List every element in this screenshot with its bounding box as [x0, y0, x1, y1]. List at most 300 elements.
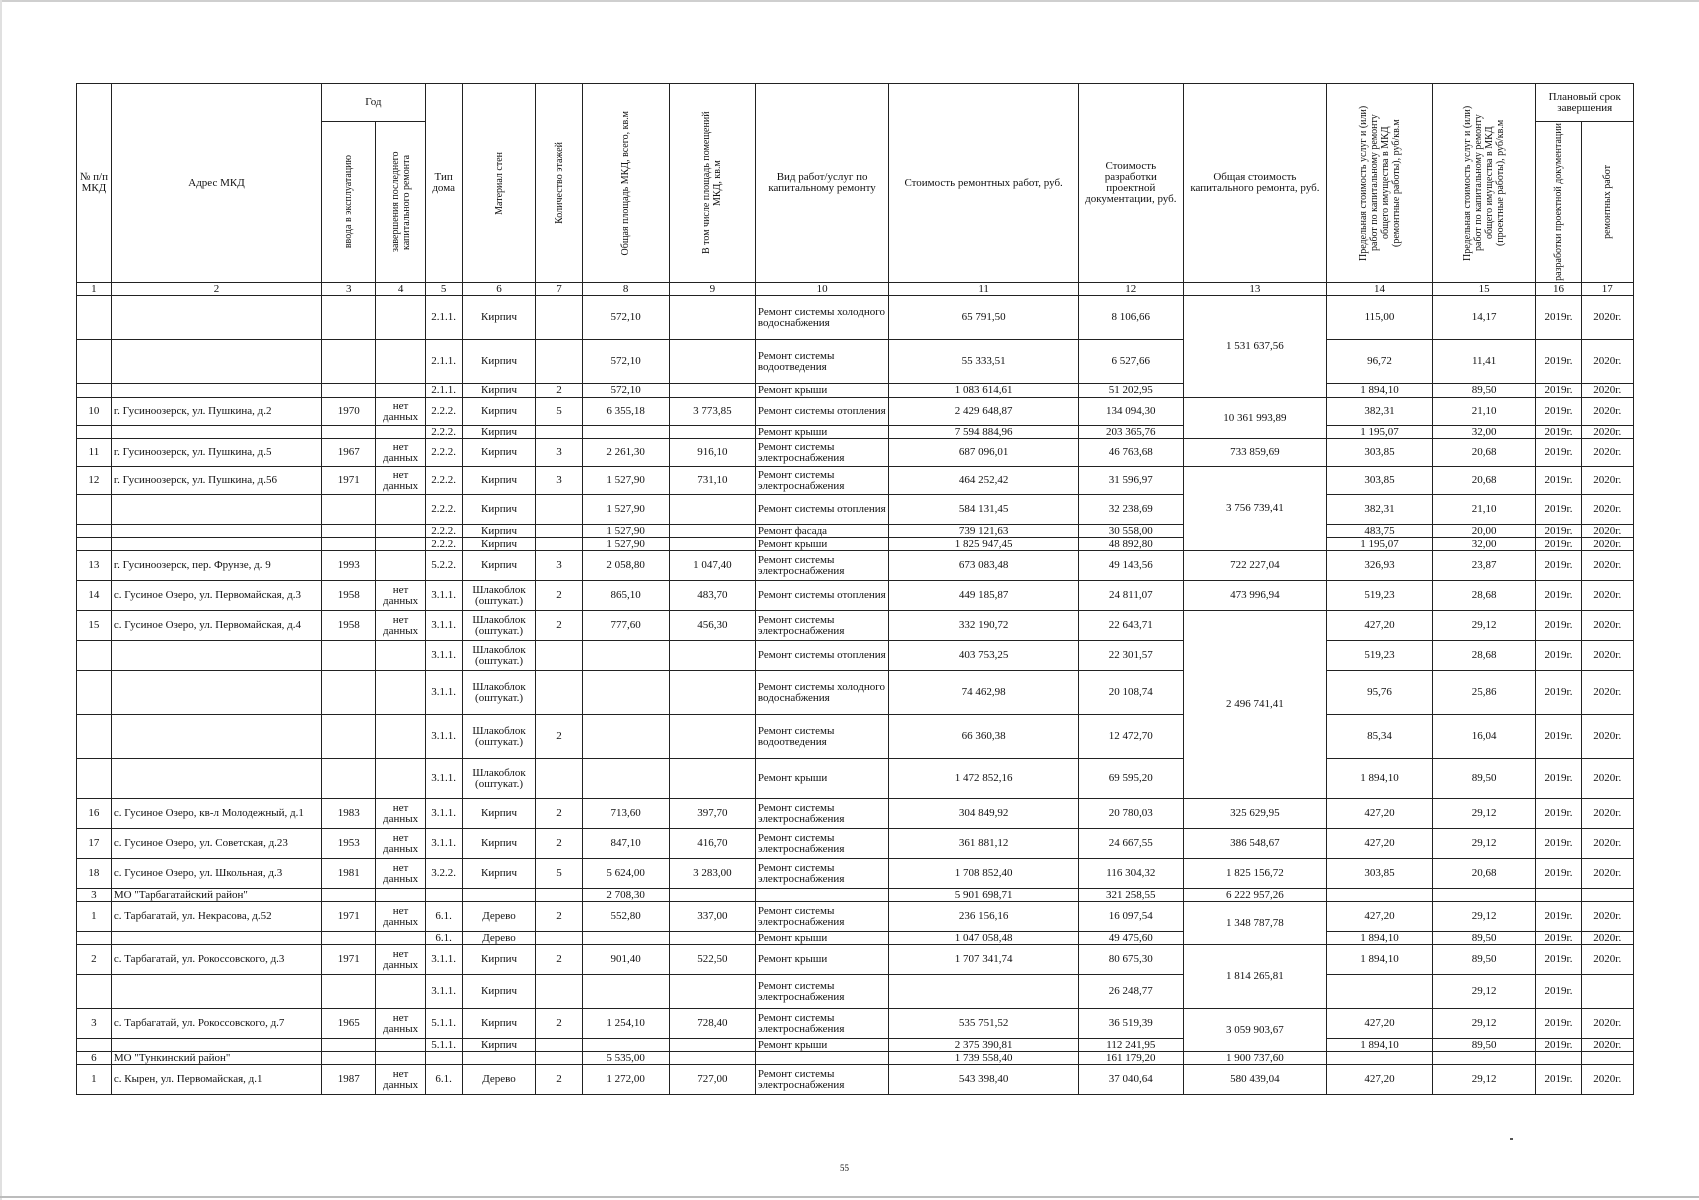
table-row [77, 611, 1634, 641]
cell-total-area: 1 527,90 [582, 538, 669, 551]
cell-premises-area [669, 340, 755, 384]
cell-work-type: Ремонт системы электроснабжения [755, 439, 888, 467]
cell-year-commission [322, 975, 376, 1009]
cell-limit-repair: 427,20 [1327, 799, 1433, 829]
cell-premises-area: 456,30 [669, 611, 755, 641]
cell-n [77, 495, 112, 525]
header-deadline-repair: ремонтных работ [1601, 165, 1613, 239]
cell-floors [536, 975, 582, 1009]
cell-year-last-repair [376, 384, 425, 398]
cell-house-type: 6.1. [425, 902, 462, 932]
cell-wall-material: Кирпич [462, 829, 536, 859]
cell-address [111, 340, 321, 384]
cell-year-commission [322, 671, 376, 715]
cell-limit-repair: 1 195,07 [1327, 426, 1433, 439]
cell-deadline-design: 2019г. [1536, 641, 1581, 671]
column-index: 5 [425, 283, 462, 296]
cell-n: 2 [77, 945, 112, 975]
header-total-area: Общая площадь МКД, всего, кв.м [620, 110, 632, 256]
cell-repair-cost: 2 375 390,81 [889, 1039, 1079, 1052]
cell-design-cost: 12 472,70 [1079, 715, 1184, 759]
cell-total-area: 5 624,00 [582, 859, 669, 889]
cell-repair-cost: 739 121,63 [889, 525, 1079, 538]
cell-total-area: 713,60 [582, 799, 669, 829]
cell-design-cost: 69 595,20 [1079, 759, 1184, 799]
cell-deadline-repair: 2020г. [1581, 384, 1633, 398]
cell-house-type: 3.1.1. [425, 671, 462, 715]
cell-deadline-design: 2019г. [1536, 975, 1581, 1009]
table-row [77, 975, 1634, 1009]
cell-n [77, 525, 112, 538]
cell-floors [536, 641, 582, 671]
cell-year-last-repair [376, 551, 425, 581]
cell-wall-material: Кирпич [462, 296, 536, 340]
cell-floors: 3 [536, 467, 582, 495]
cell-floors: 2 [536, 384, 582, 398]
cell-n: 12 [77, 467, 112, 495]
header-wall-material: Материал стен [493, 151, 505, 215]
cell-design-cost: 37 040,64 [1079, 1065, 1184, 1095]
cell-year-commission [322, 426, 376, 439]
cell-repair-cost: 65 791,50 [889, 296, 1079, 340]
cell-premises-area [669, 384, 755, 398]
cell-address [111, 932, 321, 945]
cell-total-cost: 1 348 787,78 [1183, 902, 1327, 945]
empty-cell [669, 1052, 755, 1065]
cell-wall-material: Кирпич [462, 384, 536, 398]
cell-wall-material: Шлакоблок (оштукат.) [462, 715, 536, 759]
cell-limit-design: 20,68 [1432, 859, 1536, 889]
cell-design-cost: 321 258,55 [1079, 889, 1184, 902]
cell-repair-cost: 1 047 058,48 [889, 932, 1079, 945]
cell-house-type: 2.1.1. [425, 296, 462, 340]
cell-total-area: 777,60 [582, 611, 669, 641]
cell-year-last-repair [376, 715, 425, 759]
cell-premises-area: 483,70 [669, 581, 755, 611]
cell-deadline-repair: 2020г. [1581, 829, 1633, 859]
cell-design-cost: 112 241,95 [1079, 1039, 1184, 1052]
cell-house-type: 2.2.2. [425, 426, 462, 439]
cell-year-commission [322, 759, 376, 799]
cell-deadline-repair: 2020г. [1581, 799, 1633, 829]
cell-wall-material: Кирпич [462, 538, 536, 551]
cell-premises-area [669, 975, 755, 1009]
cell-year-commission [322, 525, 376, 538]
cell-design-cost: 36 519,39 [1079, 1009, 1184, 1039]
cell-repair-cost: 55 333,51 [889, 340, 1079, 384]
cell-limit-repair: 1 894,10 [1327, 932, 1433, 945]
cell-wall-material: Кирпич [462, 1039, 536, 1052]
cell-floors: 2 [536, 1065, 582, 1095]
cell-deadline-design: 2019г. [1536, 426, 1581, 439]
cell-work-type: Ремонт системы отопления [755, 641, 888, 671]
cell-deadline-design: 2019г. [1536, 759, 1581, 799]
cell-year-commission: 1983 [322, 799, 376, 829]
cell-address: г. Гусиноозерск, ул. Пушкина, д.56 [111, 467, 321, 495]
cell-limit-design: 32,00 [1432, 426, 1536, 439]
cell-deadline-design: 2019г. [1536, 467, 1581, 495]
cell-limit-repair: 427,20 [1327, 611, 1433, 641]
cell-total-cost: 3 059 903,67 [1183, 1009, 1327, 1052]
cell-limit-repair: 427,20 [1327, 829, 1433, 859]
table-row [77, 945, 1634, 975]
cell-deadline-design: 2019г. [1536, 296, 1581, 340]
cell-design-cost: 22 643,71 [1079, 611, 1184, 641]
cell-total-cost: 722 227,04 [1183, 551, 1327, 581]
cell-design-cost: 116 304,32 [1079, 859, 1184, 889]
cell-floors [536, 426, 582, 439]
cell-premises-area: 397,70 [669, 799, 755, 829]
cell-deadline-repair: 2020г. [1581, 932, 1633, 945]
table-row [77, 426, 1634, 439]
empty-cell [322, 889, 376, 902]
column-index: 10 [755, 283, 888, 296]
cell-deadline-design: 2019г. [1536, 538, 1581, 551]
cell-n: 14 [77, 581, 112, 611]
cell-repair-cost: 5 901 698,71 [889, 889, 1079, 902]
column-index: 3 [322, 283, 376, 296]
table-row [77, 439, 1634, 467]
table-row [77, 398, 1634, 426]
cell-deadline-design: 2019г. [1536, 611, 1581, 641]
cell-address [111, 975, 321, 1009]
cell-design-cost: 20 780,03 [1079, 799, 1184, 829]
cell-wall-material: Шлакоблок (оштукат.) [462, 641, 536, 671]
cell-year-last-repair [376, 975, 425, 1009]
cell-house-type: 2.1.1. [425, 384, 462, 398]
header-limit-repair: Предельная стоимость услуг и (или) работ по капитальному ремонту общего имущества в МКД (ремонтные работы), руб/кв.м [1357, 105, 1402, 261]
empty-cell [669, 889, 755, 902]
cell-work-type: Ремонт системы электроснабжения [755, 975, 888, 1009]
cell-total-area [582, 641, 669, 671]
cell-deadline-repair: 2020г. [1581, 340, 1633, 384]
cell-floors [536, 759, 582, 799]
cell-year-last-repair [376, 296, 425, 340]
cell-floors: 5 [536, 398, 582, 426]
cell-design-cost: 134 094,30 [1079, 398, 1184, 426]
table-row [77, 1065, 1634, 1095]
cell-work-type: Ремонт крыши [755, 538, 888, 551]
cell-limit-design: 28,68 [1432, 581, 1536, 611]
cell-total-cost: 325 629,95 [1183, 799, 1327, 829]
cell-limit-repair [1327, 975, 1433, 1009]
cell-design-cost: 30 558,00 [1079, 525, 1184, 538]
cell-year-last-repair: нет данных [376, 1065, 425, 1095]
cell-premises-area [669, 495, 755, 525]
header-deadline-design: разработки проектной документации [1553, 123, 1564, 281]
cell-design-cost: 49 143,56 [1079, 551, 1184, 581]
cell-year-commission [322, 340, 376, 384]
cell-house-type: 3.2.2. [425, 859, 462, 889]
empty-cell [536, 889, 582, 902]
cell-limit-repair: 115,00 [1327, 296, 1433, 340]
cell-repair-cost: 236 156,16 [889, 902, 1079, 932]
cell-address: МО "Тарбагатайский район" [111, 889, 321, 902]
cell-address [111, 538, 321, 551]
cell-address [111, 715, 321, 759]
cell-design-cost: 161 179,20 [1079, 1052, 1184, 1065]
cell-design-cost: 51 202,95 [1079, 384, 1184, 398]
cell-repair-cost: 361 881,12 [889, 829, 1079, 859]
scan-edge-bottom [0, 1196, 1699, 1198]
column-index: 11 [889, 283, 1079, 296]
empty-cell [1327, 1052, 1433, 1065]
cell-work-type: Ремонт крыши [755, 945, 888, 975]
cell-floors: 2 [536, 715, 582, 759]
cell-work-type: Ремонт системы электроснабжения [755, 799, 888, 829]
cell-total-cost: 1 825 156,72 [1183, 859, 1327, 889]
cell-premises-area: 3 773,85 [669, 398, 755, 426]
cell-year-commission: 1971 [322, 902, 376, 932]
cell-deadline-design: 2019г. [1536, 340, 1581, 384]
cell-floors: 2 [536, 581, 582, 611]
cell-limit-design: 20,68 [1432, 467, 1536, 495]
cell-design-cost: 203 365,76 [1079, 426, 1184, 439]
cell-premises-area [669, 525, 755, 538]
cell-address: с. Гусиное Озеро, ул. Школьная, д.3 [111, 859, 321, 889]
cell-year-commission [322, 715, 376, 759]
column-index: 1 [77, 283, 112, 296]
cell-work-type: Ремонт системы водоотведения [755, 340, 888, 384]
cell-work-type: Ремонт системы электроснабжения [755, 1065, 888, 1095]
cell-repair-cost: 1 708 852,40 [889, 859, 1079, 889]
cell-premises-area [669, 1039, 755, 1052]
cell-house-type: 2.2.2. [425, 398, 462, 426]
cell-total-area [582, 671, 669, 715]
cell-floors: 5 [536, 859, 582, 889]
cell-n: 18 [77, 859, 112, 889]
cell-deadline-repair: 2020г. [1581, 467, 1633, 495]
cell-deadline-repair: 2020г. [1581, 426, 1633, 439]
cell-wall-material: Шлакоблок (оштукат.) [462, 671, 536, 715]
cell-limit-design: 20,68 [1432, 439, 1536, 467]
cell-limit-design: 29,12 [1432, 611, 1536, 641]
cell-deadline-design: 2019г. [1536, 1065, 1581, 1095]
cell-wall-material: Кирпич [462, 495, 536, 525]
table-row [77, 1009, 1634, 1039]
cell-limit-repair: 519,23 [1327, 641, 1433, 671]
cell-house-type: 3.1.1. [425, 799, 462, 829]
header-design-cost: Стоимость разработки проектной документации, руб. [1079, 84, 1184, 283]
cell-repair-cost: 673 083,48 [889, 551, 1079, 581]
cell-year-commission: 1958 [322, 581, 376, 611]
header-limit-design: Предельная стоимость услуг и (или) работ по капитальному ремонту общего имущества в МКД (проектные работы), руб/кв.м [1462, 105, 1507, 261]
cell-limit-design: 14,17 [1432, 296, 1536, 340]
cell-work-type: Ремонт системы электроснабжения [755, 859, 888, 889]
column-index: 15 [1432, 283, 1536, 296]
subtotal-row [77, 889, 1634, 902]
cell-design-cost: 24 667,55 [1079, 829, 1184, 859]
cell-deadline-design: 2019г. [1536, 495, 1581, 525]
cell-address: с. Тарбагатай, ул. Некрасова, д.52 [111, 902, 321, 932]
empty-cell [425, 889, 462, 902]
cell-work-type: Ремонт крыши [755, 426, 888, 439]
cell-total-area: 1 272,00 [582, 1065, 669, 1095]
cell-repair-cost: 1 083 614,61 [889, 384, 1079, 398]
cell-house-type: 3.1.1. [425, 611, 462, 641]
cell-deadline-design: 2019г. [1536, 859, 1581, 889]
cell-limit-repair: 1 894,10 [1327, 759, 1433, 799]
cell-year-commission [322, 495, 376, 525]
header-floors-cell [536, 84, 582, 283]
table-row [77, 296, 1634, 340]
table-row [77, 671, 1634, 715]
cell-design-cost: 80 675,30 [1079, 945, 1184, 975]
cell-year-commission: 1981 [322, 859, 376, 889]
cell-limit-repair: 303,85 [1327, 439, 1433, 467]
cell-total-area: 847,10 [582, 829, 669, 859]
cell-limit-design: 29,12 [1432, 799, 1536, 829]
cell-limit-design: 89,50 [1432, 932, 1536, 945]
cell-floors [536, 525, 582, 538]
cell-address: МО "Тункинский район" [111, 1052, 321, 1065]
cell-premises-area [669, 426, 755, 439]
cell-floors: 2 [536, 902, 582, 932]
cell-total-cost: 3 756 739,41 [1183, 467, 1327, 551]
cell-design-cost: 6 527,66 [1079, 340, 1184, 384]
cell-premises-area: 916,10 [669, 439, 755, 467]
cell-design-cost: 49 475,60 [1079, 932, 1184, 945]
cell-repair-cost: 543 398,40 [889, 1065, 1079, 1095]
cell-total-cost: 386 548,67 [1183, 829, 1327, 859]
empty-cell [462, 1052, 536, 1065]
cell-limit-repair: 1 195,07 [1327, 538, 1433, 551]
cell-house-type: 3.1.1. [425, 945, 462, 975]
cell-total-area: 901,40 [582, 945, 669, 975]
cell-house-type: 2.1.1. [425, 340, 462, 384]
cell-limit-repair: 96,72 [1327, 340, 1433, 384]
cell-repair-cost: 74 462,98 [889, 671, 1079, 715]
cell-total-area: 572,10 [582, 384, 669, 398]
cell-n: 17 [77, 829, 112, 859]
header-wall-material-cell [462, 84, 536, 283]
table-row [77, 641, 1634, 671]
cell-deadline-design: 2019г. [1536, 439, 1581, 467]
cell-premises-area [669, 296, 755, 340]
empty-cell [376, 1052, 425, 1065]
cell-address [111, 384, 321, 398]
cell-work-type: Ремонт системы отопления [755, 398, 888, 426]
cell-year-commission: 1965 [322, 1009, 376, 1039]
cell-house-type: 5.1.1. [425, 1039, 462, 1052]
cell-address: с. Кырен, ул. Первомайская, д.1 [111, 1065, 321, 1095]
cell-total-area [582, 426, 669, 439]
column-index: 12 [1079, 283, 1184, 296]
cell-house-type: 2.2.2. [425, 525, 462, 538]
cell-year-commission: 1987 [322, 1065, 376, 1095]
cell-house-type: 3.1.1. [425, 975, 462, 1009]
table-row [77, 902, 1634, 932]
cell-limit-repair: 303,85 [1327, 467, 1433, 495]
cell-total-area: 2 058,80 [582, 551, 669, 581]
header-repair-cost: Стоимость ремонтных работ, руб. [889, 84, 1079, 283]
cell-floors: 2 [536, 1009, 582, 1039]
cell-deadline-repair: 2020г. [1581, 525, 1633, 538]
cell-limit-repair: 303,85 [1327, 859, 1433, 889]
cell-year-commission: 1971 [322, 467, 376, 495]
cell-deadline-repair: 2020г. [1581, 1065, 1633, 1095]
cell-limit-design: 29,12 [1432, 975, 1536, 1009]
cell-wall-material: Шлакоблок (оштукат.) [462, 759, 536, 799]
cell-wall-material: Кирпич [462, 945, 536, 975]
column-index: 8 [582, 283, 669, 296]
table-row [77, 932, 1634, 945]
cell-n: 3 [77, 889, 112, 902]
cell-limit-repair: 1 894,10 [1327, 945, 1433, 975]
cell-wall-material: Кирпич [462, 467, 536, 495]
cell-limit-repair: 427,20 [1327, 1065, 1433, 1095]
cell-total-area: 2 708,30 [582, 889, 669, 902]
cell-repair-cost: 2 429 648,87 [889, 398, 1079, 426]
cell-premises-area [669, 759, 755, 799]
cell-n: 16 [77, 799, 112, 829]
cell-wall-material: Кирпич [462, 1009, 536, 1039]
cell-deadline-design: 2019г. [1536, 715, 1581, 759]
cell-year-last-repair [376, 495, 425, 525]
cell-deadline-repair: 2020г. [1581, 581, 1633, 611]
cell-year-last-repair: нет данных [376, 829, 425, 859]
cell-total-cost: 580 439,04 [1183, 1065, 1327, 1095]
cell-deadline-repair: 2020г. [1581, 641, 1633, 671]
cell-work-type: Ремонт фасада [755, 525, 888, 538]
cell-n: 3 [77, 1009, 112, 1039]
table-row [77, 525, 1634, 538]
cell-year-last-repair: нет данных [376, 799, 425, 829]
header-house-type: Тип дома [425, 84, 462, 283]
table-body [77, 296, 1634, 1095]
cell-year-last-repair [376, 932, 425, 945]
cell-year-commission: 1967 [322, 439, 376, 467]
cell-design-cost: 16 097,54 [1079, 902, 1184, 932]
column-index-row [77, 283, 1634, 296]
cell-total-cost: 6 222 957,26 [1183, 889, 1327, 902]
cell-limit-design: 89,50 [1432, 759, 1536, 799]
cell-year-commission [322, 641, 376, 671]
cell-total-area: 572,10 [582, 296, 669, 340]
cell-year-last-repair [376, 525, 425, 538]
cell-floors [536, 1039, 582, 1052]
cell-repair-cost: 1 825 947,45 [889, 538, 1079, 551]
cell-total-area [582, 975, 669, 1009]
cell-deadline-repair: 2020г. [1581, 398, 1633, 426]
cell-deadline-repair [1581, 975, 1633, 1009]
cell-design-cost: 48 892,80 [1079, 538, 1184, 551]
empty-cell [755, 889, 888, 902]
cell-address: г. Гусиноозерск, ул. Пушкина, д.5 [111, 439, 321, 467]
cell-deadline-design: 2019г. [1536, 1009, 1581, 1039]
cell-wall-material: Кирпич [462, 551, 536, 581]
cell-design-cost: 26 248,77 [1079, 975, 1184, 1009]
cell-floors: 2 [536, 799, 582, 829]
cell-repair-cost: 449 185,87 [889, 581, 1079, 611]
cell-total-area [582, 715, 669, 759]
cell-deadline-repair: 2020г. [1581, 759, 1633, 799]
cell-floors [536, 296, 582, 340]
cell-total-cost: 1 900 737,60 [1183, 1052, 1327, 1065]
cell-deadline-design: 2019г. [1536, 398, 1581, 426]
table-row [77, 340, 1634, 384]
cell-total-area: 5 535,00 [582, 1052, 669, 1065]
cell-year-last-repair: нет данных [376, 467, 425, 495]
cell-year-commission [322, 296, 376, 340]
cell-wall-material: Кирпич [462, 340, 536, 384]
cell-deadline-design: 2019г. [1536, 945, 1581, 975]
cell-total-cost: 1 814 265,81 [1183, 945, 1327, 1009]
cell-limit-design: 20,00 [1432, 525, 1536, 538]
empty-cell [536, 1052, 582, 1065]
column-index: 7 [536, 283, 582, 296]
cell-address [111, 495, 321, 525]
